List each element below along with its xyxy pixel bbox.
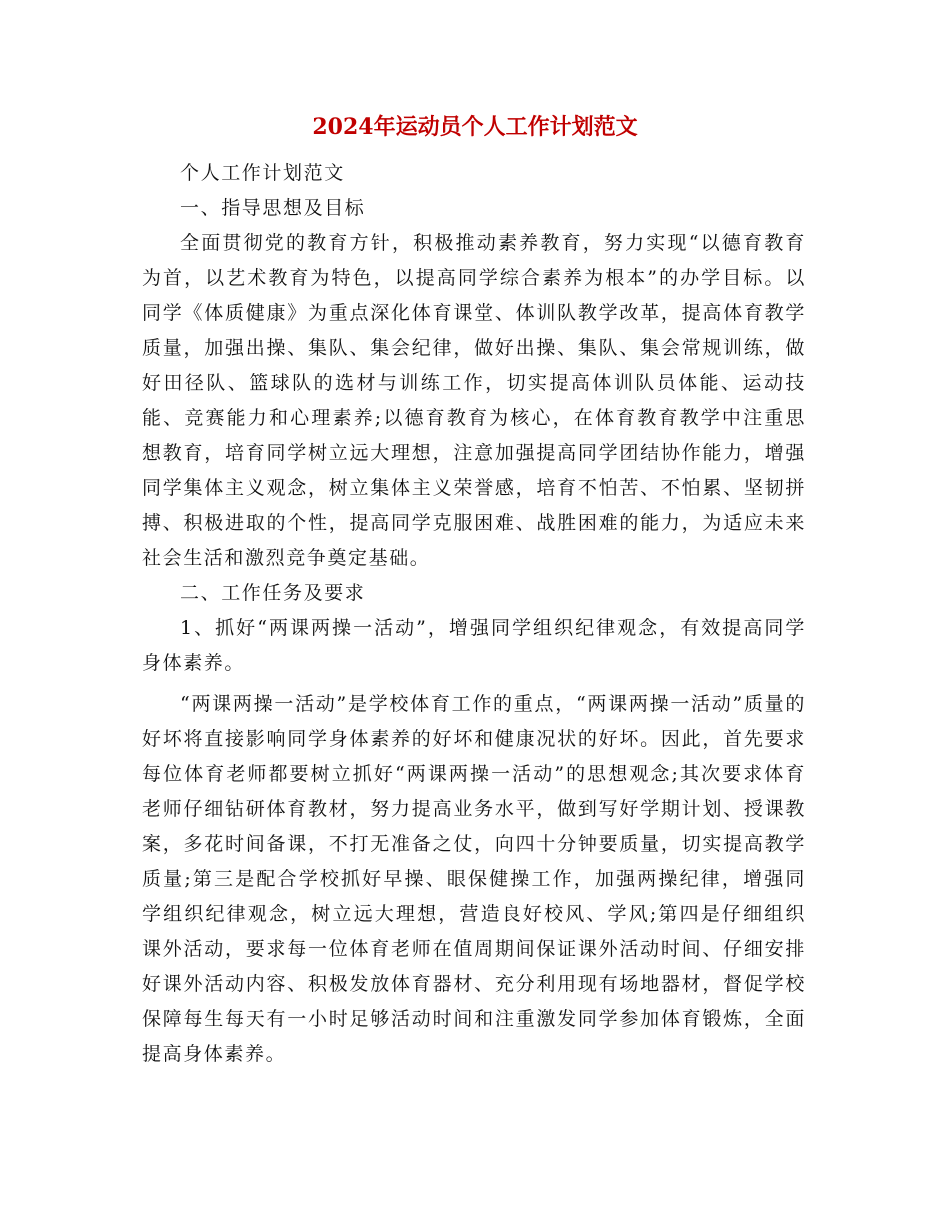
section-1-paragraph: 全面贯彻党的教育方针，积极推动素养教育，努力实现“以德育教育为首，以艺术教育为特色，以提高同学综合素养为根本”的办学目标。以同学《体质健康》为重点深化体育课堂、体训队教学改革，提高体育教学质量，加强出操、集队、集会纪律，做好出操、集队、集会常规训练，做好田径队、篮球队的选材与训练工作，切实提高体训队员体能、运动技能、竞赛能力和心理素养;以德育教育为核心，在体育教育教学中注重思想教育，培育同学树立远大理想，注意加强提高同学团结协作能力，增强同学集体主义观念，树立集体主义荣誉感，培育不怕苦、不怕累、坚韧拼搏、积极进取的个性，提高同学克服困难、战胜困难的能力，为适应未来社会生活和激烈竞争奠定基础。 [142,232,806,569]
document-subtitle: 个人工作计划范文 [180,162,345,184]
document-body [142,156,806,1072]
item-1-detail-paragraph: “两课两操一活动”是学校体育工作的重点，“两课两操一活动”质量的好坏将直接影响同学身体素养的好坏和健康况状的好坏。因此，首先要求每位体育老师都要树立抓好“两课两操一活动”的思想观念;其次要求体育老师仔细钻研体育教材，努力提高业务水平，做到写好学期计划、授课教案，多花时间备课，不打无准备之仗，向四十分钟要质量，切实提高教学质量;第三是配合学校抓好早操、眼保健操工作，加强两操纪律，增强同学组织纪律观念，树立远大理想，营造良好校风、学风;第四是仔细组织课外活动，要求每一位体育老师在值周期间保证课外活动时间、仔细安排好课外活动内容、积极发放体育器材、充分利用现有场地器材，督促学校保障每生每天有一小时足够活动时间和注重激发同学参加体育锻炼，全面提高身体素养。 [142,693,806,1065]
document-title: 2024年运动员个人工作计划范文 [312,114,638,140]
section-2-heading: 二、工作任务及要求 [180,582,366,604]
section-1-heading: 一、指导思想及目标 [180,197,366,219]
item-1-paragraph: 1、抓好“两课两操一活动”，增强同学组织纪律观念，有效提高同学身体素养。 [142,617,806,674]
